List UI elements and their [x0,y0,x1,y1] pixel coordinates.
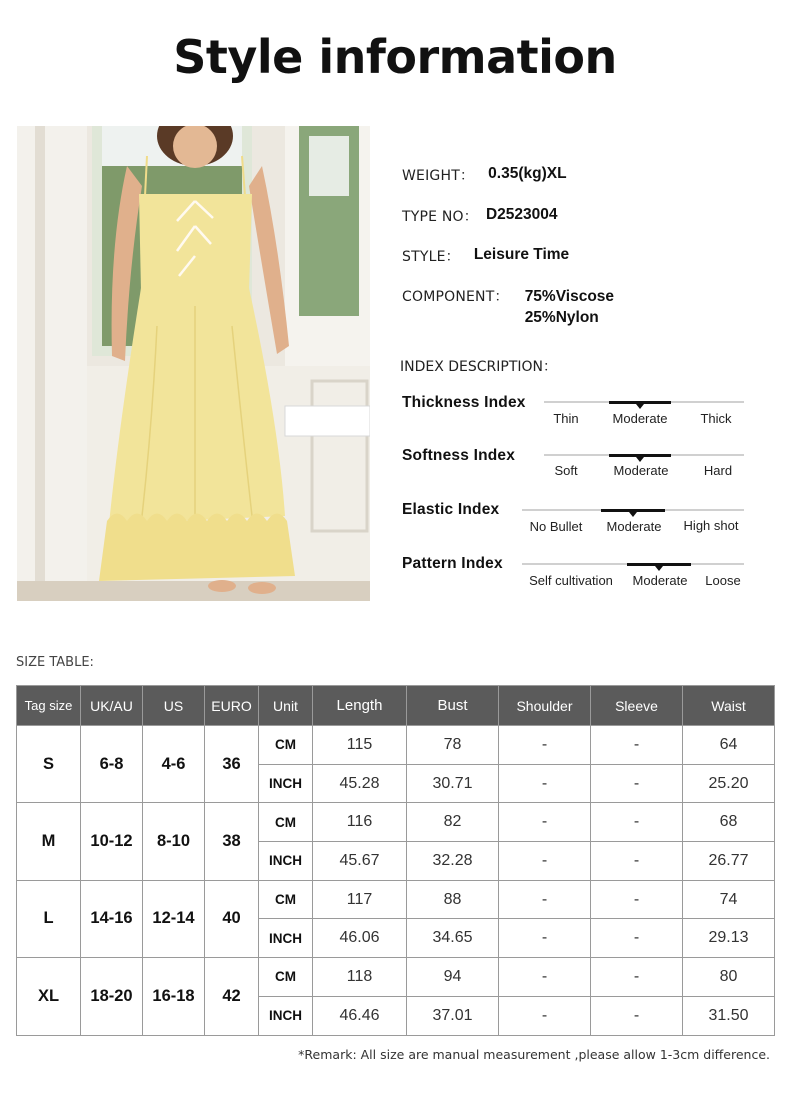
tag-size-cell: M [17,803,81,880]
product-photo [17,126,370,601]
size-table-label: SIZE TABLE: [16,655,94,670]
tag-size-cell: XL [17,958,81,1035]
unit-cell: INCH [259,919,313,958]
bust-cell: 82 [407,803,499,842]
size-table-header-row [17,686,775,726]
length-cell: 45.67 [313,842,407,881]
table-row [17,803,775,842]
unit-cell: INCH [259,764,313,803]
length-cell: 116 [313,803,407,842]
uk-au-cell: 14-16 [81,880,143,957]
length-cell: 46.46 [313,996,407,1035]
euro-cell: 40 [205,880,259,957]
length-cell: 115 [313,726,407,765]
style-label: STYLE： [402,249,460,265]
length-cell: 45.28 [313,764,407,803]
softness-option: Soft [554,463,578,478]
dress-illustration [17,126,370,601]
sleeve-cell: - [591,996,683,1035]
table-row [17,880,775,919]
length-cell: 118 [313,958,407,997]
component-row [402,286,614,328]
elastic-index-label: Elastic Index [402,501,500,518]
tag-size-cell: S [17,726,81,803]
tag-size-cell: L [17,880,81,957]
pattern-option: Loose [705,573,741,588]
bust-cell: 88 [407,880,499,919]
thickness-option: Moderate [612,411,668,426]
style-row [402,246,569,266]
unit-cell: CM [259,958,313,997]
unit-cell: INCH [259,996,313,1035]
component-label: COMPONENT： [402,289,509,305]
type-value: D2523004 [485,206,558,223]
index-description-title: INDEX DESCRIPTION： [400,359,558,375]
sleeve-cell: - [591,726,683,765]
header-sleeve: Sleeve [591,686,683,726]
waist-cell: 26.77 [683,842,775,881]
shoulder-cell: - [499,996,591,1035]
waist-cell: 64 [683,726,775,765]
table-row [17,726,775,765]
weight-value: 0.35(kg)XL [488,165,567,182]
uk-au-cell: 10-12 [81,803,143,880]
header-waist: Waist [683,686,775,726]
unit-cell: CM [259,880,313,919]
sleeve-cell: - [591,880,683,919]
header-us: US [143,686,205,726]
weight-row [402,165,567,185]
remark-note: *Remark: All size are manual measurement ,please allow 1-3cm difference. [298,1047,770,1062]
component-value: 75%Viscose [524,288,615,305]
unit-cell: CM [259,803,313,842]
thickness-marker-icon [636,404,644,409]
header-unit: Unit [259,686,313,726]
shoulder-cell: - [499,803,591,842]
component-values [525,286,614,328]
us-cell: 16-18 [143,958,205,1035]
softness-marker-icon [636,457,644,462]
us-cell: 4-6 [143,726,205,803]
euro-cell: 38 [205,803,259,880]
table-row [17,958,775,997]
component-value: 25%Nylon [524,309,599,326]
weight-label: WEIGHT： [402,168,475,184]
header-tag-size: Tag size [17,686,81,726]
sleeve-cell: - [591,803,683,842]
pattern-index-label: Pattern Index [402,555,503,572]
header-uk-au: UK/AU [81,686,143,726]
us-cell: 8-10 [143,803,205,880]
shoulder-cell: - [499,764,591,803]
thickness-index-label: Thickness Index [402,394,526,411]
waist-cell: 25.20 [683,764,775,803]
unit-cell: INCH [259,842,313,881]
waist-cell: 68 [683,803,775,842]
euro-cell: 36 [205,726,259,803]
style-value: Leisure Time [473,246,570,263]
shoulder-cell: - [499,880,591,919]
waist-cell: 29.13 [683,919,775,958]
uk-au-cell: 18-20 [81,958,143,1035]
page-title: Style information [173,30,617,84]
uk-au-cell: 6-8 [81,726,143,803]
softness-index-label: Softness Index [402,447,516,464]
pattern-option: Self cultivation [529,573,613,588]
shoulder-cell: - [499,919,591,958]
elastic-option: No Bullet [529,519,583,534]
shoulder-cell: - [499,726,591,765]
waist-cell: 74 [683,880,775,919]
waist-cell: 80 [683,958,775,997]
unit-cell: CM [259,726,313,765]
pattern-option: Moderate [632,573,688,588]
bust-cell: 78 [407,726,499,765]
softness-option: Hard [703,463,733,478]
bust-cell: 30.71 [407,764,499,803]
elastic-marker-icon [629,512,637,517]
length-cell: 117 [313,880,407,919]
length-cell: 46.06 [313,919,407,958]
type-label: TYPE NO： [402,209,478,225]
header-bust: Bust [407,686,499,726]
sleeve-cell: - [591,842,683,881]
header-shoulder: Shoulder [499,686,591,726]
bust-cell: 94 [407,958,499,997]
bust-cell: 37.01 [407,996,499,1035]
shoulder-cell: - [499,842,591,881]
softness-option: Moderate [613,463,669,478]
header-length: Length [313,686,407,726]
us-cell: 12-14 [143,880,205,957]
sleeve-cell: - [591,958,683,997]
elastic-option: Moderate [606,519,662,534]
sleeve-cell: - [591,919,683,958]
euro-cell: 42 [205,958,259,1035]
bust-cell: 32.28 [407,842,499,881]
waist-cell: 31.50 [683,996,775,1035]
sleeve-cell: - [591,764,683,803]
thickness-option: Thick [700,411,732,426]
bust-cell: 34.65 [407,919,499,958]
header-euro: EURO [205,686,259,726]
elastic-option: High shot [683,518,739,533]
type-row [402,206,557,226]
thickness-option: Thin [553,411,579,426]
pattern-marker-icon [655,566,663,571]
size-table [16,685,775,1036]
shoulder-cell: - [499,958,591,997]
